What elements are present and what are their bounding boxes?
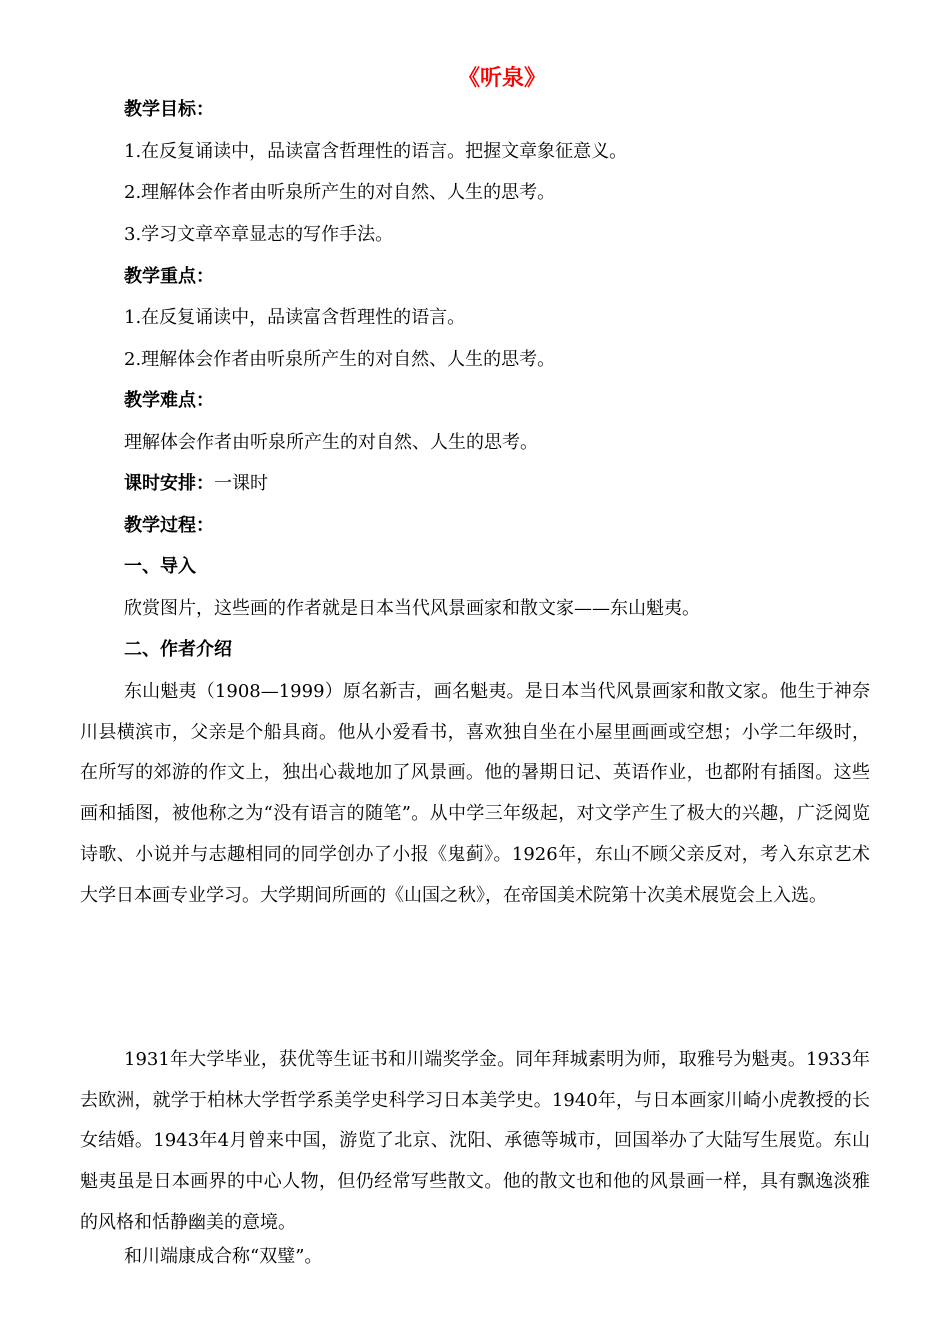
document-title: 《听泉》 — [457, 66, 546, 91]
difficulties-text: 理解体会作者由听泉所产生的对自然、人生的思考。 — [124, 432, 538, 453]
difficulties-heading: 教学难点： — [124, 390, 214, 411]
goal-item: 2.理解体会作者由听泉所产生的对自然、人生的思考。 — [124, 182, 556, 203]
goals-heading: 教学目标： — [124, 99, 214, 120]
schedule-label: 课时安排： — [124, 473, 214, 494]
schedule-line — [124, 470, 268, 498]
section1-text: 欣赏图片，这些画的作者就是日本当代风景画家和散文家——东山魁夷。 — [124, 598, 700, 619]
key-point-item: 2.理解体会作者由听泉所产生的对自然、人生的思考。 — [124, 349, 556, 370]
schedule-value: 一课时 — [214, 473, 268, 494]
bio-paragraph: 1931年大学毕业，获优等生证书和川端奖学金。同年拜城素明为师，取雅号为魁夷。1933年去欧洲，就学于柏林大学哲学系美学史科学习日本美学史。1940年，与日本画家川崎小虎教授的长女结婚。1943年4月曾来中国，游览了北京、沈阳、承德等城市，回国举办了大陆写生展览。东山魁夷虽是日本画界的中心人物，但仍经常写些散文。他的散文也和他的风景画一样，具有飘逸淡雅的风格和恬静幽美的意境。 — [80, 1049, 870, 1233]
key-point-item: 1.在反复诵读中，品读富含哲理性的语言。 — [124, 307, 466, 328]
section2-heading: 二、作者介绍 — [124, 639, 232, 660]
bio-paragraph: 东山魁夷（1908—1999）原名新吉，画名魁夷。是日本当代风景画家和散文家。他生于神奈川县横滨市，父亲是个船具商。他从小爱看书，喜欢独自坐在小屋里画画或空想；小学二年级时，在所写的郊游的作文上，独出心裁地加了风景画。他的暑期日记、英语作业，也都附有插图。这些画和插图，被他称之为“没有语言的随笔”。从中学三年级起，对文学产生了极大的兴趣，广泛阅览诗歌、小说并与志趣相同的同学创办了小报《鬼蓟》。1926年，东山不顾父亲反对，考入东京艺术大学日本画专业学习。大学期间所画的《山国之秋》，在帝国美术院第十次美术展览会上入选。 — [80, 681, 870, 906]
goal-item: 3.学习文章卒章显志的写作手法。 — [124, 224, 394, 245]
key-points-heading: 教学重点： — [124, 266, 214, 287]
process-heading: 教学过程： — [124, 515, 214, 536]
bio-paragraph: 和川端康成合称“双璧”。 — [124, 1246, 323, 1267]
goal-item: 1.在反复诵读中，品读富含哲理性的语言。把握文章象征意义。 — [124, 141, 628, 162]
section1-heading: 一、导入 — [124, 556, 196, 577]
